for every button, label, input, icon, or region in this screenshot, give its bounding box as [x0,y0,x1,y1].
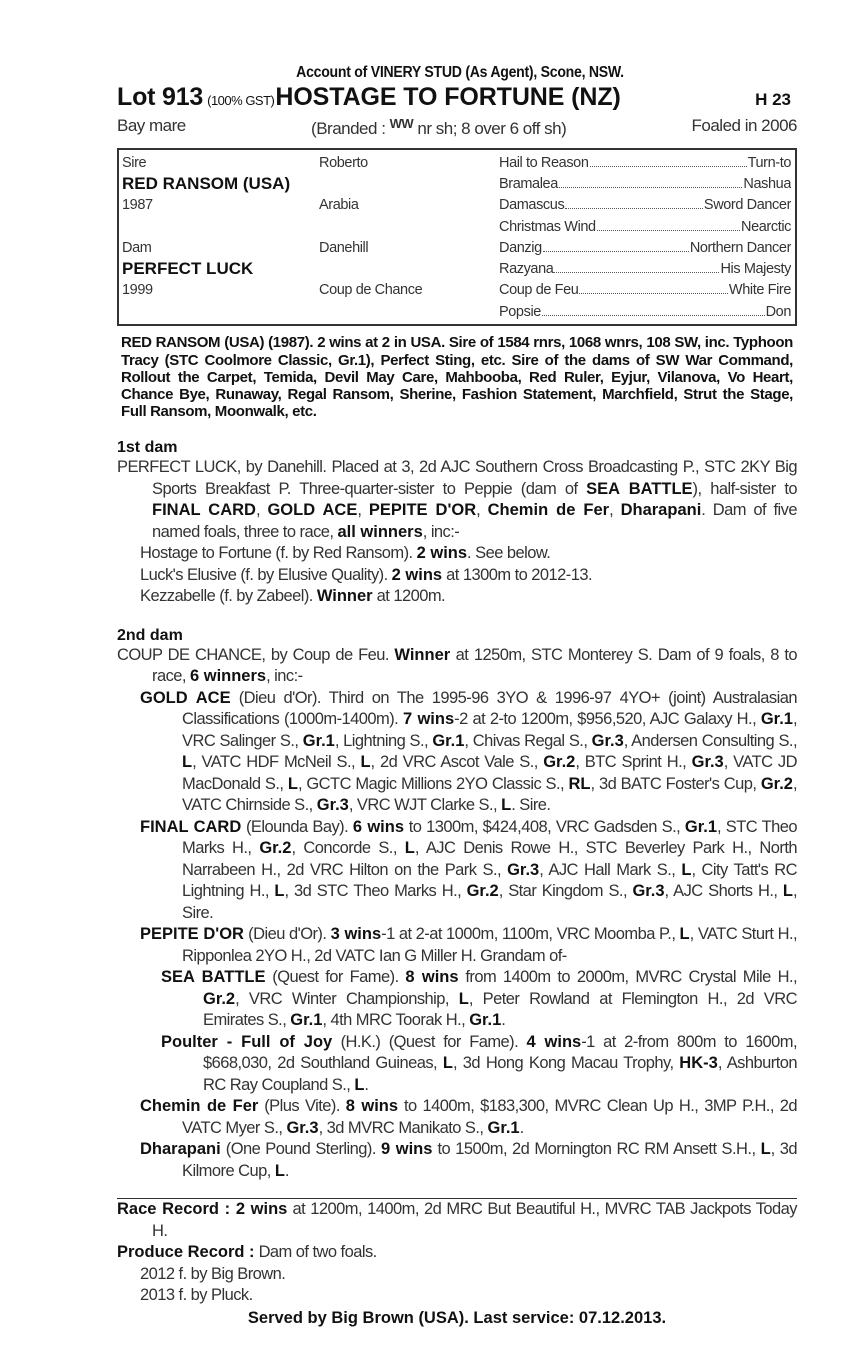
text-run: 2012 f. by Big Brown. [140,1264,286,1283]
bold-text: 6 winners [189,667,267,686]
text-run: , AJC Shorts H., [664,882,783,901]
bold-text: HK-3 [679,1054,718,1073]
bold-text: 2 wins [416,544,468,563]
pedigree-gen4-name: Sword Dancer [703,197,791,214]
paragraph [117,817,797,925]
bold-text: 2 wins [391,565,443,584]
pedigree-gen4-name: Northern Dancer [689,239,791,256]
bold-text: L [760,1140,771,1159]
pedigree-row [122,195,791,216]
pedigree-gen4-name: Don [765,303,791,320]
text-run: Kezzabelle (f. by Zabeel). [140,587,317,606]
bold-text: all winners [337,522,423,541]
first-dam-heading: 1st dam [117,439,178,457]
bold-text: 7 wins [402,710,455,729]
text-run: , [255,501,268,520]
catalogue-page [117,64,797,1328]
bold-text: Race Record : 2 wins [117,1200,288,1219]
bold-text: Winner [316,587,373,606]
text-run: , 4th MRC Toorak H., [322,1011,470,1030]
bold-text: Gr.3 [632,882,665,901]
bold-text: Gr.1 [684,817,718,836]
text-run: 2013 f. by Pluck. [140,1286,253,1305]
pedigree-gen3 [499,304,791,320]
pedigree-table [117,148,797,326]
text-run: to 1500m, 2d Mornington RC RM Ansett S.H., [432,1140,761,1159]
bold-text: L [274,882,285,901]
bold-text: L [404,839,415,858]
text-run: , VATC JD MacDonald S., [182,753,797,793]
text-run: at 1200m. [372,587,446,606]
dotted-leader [542,315,765,316]
text-run: , 3d Hong Kong Macau Trophy, [452,1054,680,1073]
pedigree-row [122,152,791,173]
pedigree-gen3-name: Christmas Wind [499,218,596,235]
text-run: , GCTC Magic Millions 2YO Classic S., [297,774,569,793]
bold-text: Gr.2 [259,839,292,858]
pedigree-gen3-name: Damascus [499,197,565,214]
text-run: (Plus Vite). [258,1097,346,1116]
dotted-leader [597,230,740,231]
text-run: , Peter Rowland at Flemington H., 2d VRC Emirates S., [203,989,797,1030]
bold-text: L [501,796,512,815]
paragraph [117,1199,797,1242]
paragraph [117,543,797,565]
brand-prefix: (Branded : [311,119,390,138]
text-run: (Elounda Bay). [241,817,353,836]
pedigree-gen3-name: Hail to Reason [499,154,589,171]
text-run: , 3d MVRC Manikato S., [318,1118,488,1137]
bold-text: PEPITE D'OR [368,501,477,520]
gst-note: (100% GST) [207,93,275,108]
bold-text: Gr.3 [507,860,540,879]
paragraph [117,1242,797,1264]
second-dam-heading: 2nd dam [117,626,183,644]
bold-text: 8 wins [405,968,459,987]
pedigree-gen2: Danehill [319,239,369,256]
brand-suffix: nr sh; 8 over 6 off sh) [413,119,567,138]
pedigree-row [122,258,791,279]
bold-text: Gr.2 [543,753,576,772]
text-run: , Concorde S., [291,839,405,858]
text-run: , VRC WJT Clarke S., [348,796,502,815]
text-run: to 1400m, $183,300, MVRC Clean Up H., 3MP P.H., 2d VATC Myer S., [182,1097,798,1137]
pedigree-gen1: RED RANSOM (USA) [122,173,291,193]
pedigree-row [122,216,791,237]
bold-text: FINAL CARD [152,501,256,520]
text-run: , Chivas Regal S., [464,731,592,750]
paragraph [117,688,797,817]
pedigree-gen3 [499,219,791,235]
dotted-leader [590,166,747,167]
paragraph [117,1285,797,1307]
text-run: , STC Theo Marks H., [182,817,797,858]
foaled-year: Foaled in 2006 [691,116,797,135]
bold-text: 4 wins [526,1032,582,1051]
bold-text: Gr.3 [691,753,724,772]
dotted-leader [559,187,743,188]
first-dam-section [117,457,797,608]
text-run: PERFECT LUCK, by Danehill. Placed at 3, 2d AJC Southern Cross Broadcasting P., STC 2KY Big Sports Breakfast P. Three-quarter-sister to Peppie (dam of [117,458,797,498]
pedigree-gen3-name: Popsie [499,303,541,320]
pedigree-row [122,237,791,258]
pedigree-gen3-name: Bramalea [499,175,558,192]
bold-text: FINAL CARD [140,817,242,836]
text-run: at 1200m, 1400m, 2d MRC But Beautiful H., MVRC TAB Jackpots Today H. [152,1200,797,1240]
bold-text: L [681,860,692,879]
bold-text: Dharapani [140,1140,221,1159]
bold-text: Gr.2 [466,882,499,901]
text-run: , [357,501,369,520]
lot-title [117,83,797,112]
text-run: (Quest for Fame). [265,968,406,987]
text-run: at 1300m to 2012-13. [442,565,593,584]
pedigree-gen4-name: White Fire [728,282,791,299]
pedigree-gen3 [499,197,791,213]
text-run: , Star Kingdom S., [498,882,633,901]
pedigree-gen2: Coup de Chance [319,282,423,299]
bold-text: Gr.2 [760,774,793,793]
text-run: , VRC Winter Championship, [235,989,459,1008]
text-run: , VATC Chirnside S., [182,774,797,815]
text-run: . [364,1075,369,1094]
bold-text: PEPITE D'OR [140,925,244,944]
bold-text: L [354,1075,365,1094]
pedigree-gen4-name: Nashua [743,175,791,192]
text-run: (Dieu d'Or). Third on The 1995-96 3YO & 1996-97 4YO+ (joint) Australasian Classifications (1000m-1400m). [182,688,797,729]
bold-text: L [679,925,690,944]
bold-text: Gr.1 [469,1011,502,1030]
brand-mark-icon: WW [389,116,414,131]
text-run: , inc:- [266,667,303,686]
text-run: , inc:- [422,522,460,541]
paragraph [117,1264,797,1286]
paragraph [117,457,797,543]
second-dam-section [117,645,797,1183]
pedigree-gen1: Sire [122,154,147,171]
paragraph [117,967,797,1032]
text-run: , AJC Hall Mark S., [539,860,682,879]
sire-summary: RED RANSOM (USA) (1987). 2 wins at 2 in USA. Sire of 1584 rnrs, 1068 wnrs, 108 SW, inc. Typhoon Tracy (STC Coolmore Classic, Gr.1), Perfect Sting, etc. Sire of the dams of SW War Command, Rollout the Carpet, Temida, Devil May Care, Mahbooba, Red Ruler, Eyjur, Vilanova, Vo Heart, Chance Bye, Runaway, Regal Ransom, Sherine, Fashion Statement, Marchfield, Strut the Stage, Full Ransom, Moonwalk, etc. [121,334,793,421]
lot-number: Lot 913 [117,83,204,111]
text-run: , [476,501,488,520]
text-run: ), half-sister to [692,479,797,498]
text-run: , VATC HDF McNeil S., [192,753,361,772]
text-run: . [501,1011,506,1030]
bold-text: Gr.1 [302,731,335,750]
dotted-leader [565,208,703,209]
text-run: , AJC Denis Rowe H., STC Beverley Park H., North Narrabeen H., 2d VRC Hilton on the Park S., [182,839,797,879]
bold-text: Winner [394,645,451,664]
text-run: , Lightning S., [334,731,433,750]
text-run: at 1250m, STC Monterey S. Dam of 9 foals, 8 to race, [152,645,798,686]
pedigree-gen3-name: Razyana [499,261,554,278]
text-run: . [519,1118,524,1137]
pedigree-row [122,280,791,301]
text-run: -2 at 2-to 1200m, $956,520, AJC Galaxy H., [454,710,761,729]
pedigree-row [122,301,791,322]
bold-text: RL [568,774,591,793]
pedigree-gen1: Dam [122,239,152,256]
pedigree-gen1: 1999 [122,282,153,299]
bold-text: Gr.1 [432,731,465,750]
paragraph [117,1032,797,1097]
pedigree-gen3-name: Danzig [499,239,542,256]
bold-text: L [458,989,469,1008]
text-run: Luck's Elusive (f. by Elusive Quality). [140,565,392,584]
paragraph [117,1139,797,1182]
bold-text: Gr.1 [290,1011,323,1030]
bold-text: Gr.3 [316,796,349,815]
bold-text: SEA BATTLE [161,968,266,987]
dotted-leader [579,293,727,294]
pedigree-gen4-name: Nearctic [741,218,791,235]
paragraph [117,1096,797,1139]
pedigree-gen1: 1987 [122,197,153,214]
text-run: , 3d Kilmore Cup, [182,1140,798,1180]
pedigree-gen3 [499,155,791,171]
bold-text: Chemin de Fer [140,1097,259,1116]
pedigree-gen3 [499,282,791,298]
pedigree-gen2: Arabia [319,197,359,214]
pedigree-gen4-name: Turn-to [747,154,791,171]
text-run: , Sire. [182,882,797,922]
pedigree-gen3-name: Coup de Feu [499,282,579,299]
text-run: (One Pound Sterling). [220,1140,381,1159]
text-run: . Dam of five named foals, three to race, [152,501,798,541]
text-run: , BTC Sprint H., [575,753,692,772]
bold-text: SEA BATTLE [586,479,693,498]
pedigree-gen3 [499,261,791,277]
pedigree-row [122,173,791,194]
text-run: (H.K.) (Quest for Fame). [332,1032,527,1051]
bold-text: Chemin de Fer [487,501,610,520]
bold-text: L [287,774,298,793]
dotted-leader [554,272,719,273]
bold-text: Dharapani [620,501,702,520]
text-run: , Ashburton RC Ray Coupland S., [203,1054,797,1094]
text-run: , City Tatt's RC Lightning H., [182,860,798,901]
bold-text: Gr.2 [203,989,236,1008]
text-run: from 1400m to 2000m, MVRC Crystal Mile H., [458,968,798,987]
horse-description [117,116,797,139]
vendor-account: Account of VINERY STUD (As Agent), Scone, NSW. [296,64,624,81]
text-run: Dam of two foals. [254,1243,377,1262]
bold-text: Gr.1 [760,710,793,729]
text-run: -1 at 2-from 800m to 1600m, $668,030, 2d Southland Guineas, [203,1032,797,1073]
text-run: , VATC Sturt H., Ripponlea 2YO H., 2d VATC Ian G Miller H. Grandam of- [182,925,798,965]
bold-text: Produce Record : [117,1243,255,1262]
paragraph [117,565,797,587]
bold-text: L [360,753,371,772]
text-run: , 3d BATC Foster's Cup, [590,774,761,793]
text-run: Hostage to Fortune (f. by Red Ransom). [140,544,417,563]
bold-text: L [182,753,193,772]
text-run: , VRC Salinger S., [182,710,797,750]
pedigree-gen2: Roberto [319,154,368,171]
bold-text: GOLD ACE [140,688,231,707]
pedigree-gen4-name: His Majesty [720,261,791,278]
text-run: to 1300m, $424,408, VRC Gadsden S., [404,817,685,836]
pedigree-gen1: PERFECT LUCK [122,259,254,279]
text-run: , Andersen Consulting S., [623,731,797,750]
horse-name: HOSTAGE TO FORTUNE (NZ) [275,83,621,111]
bold-text: 3 wins [330,925,382,944]
text-run: . See below. [467,544,551,563]
text-run: , 3d STC Theo Marks H., [284,882,467,901]
text-run: , [609,501,621,520]
paragraph [117,645,797,688]
bold-text: 8 wins [345,1097,399,1116]
text-run: (Dieu d'Or). [243,925,331,944]
text-run: , 2d VRC Ascot Vale S., [370,753,544,772]
bold-text: 9 wins [380,1140,433,1159]
hip-number: H 23 [755,90,791,109]
bold-text: GOLD ACE [267,501,358,520]
bold-text: 6 wins [352,817,405,836]
dotted-leader [543,251,689,252]
bold-text: L [782,882,793,901]
bold-text: Gr.3 [286,1118,319,1137]
records-section [117,1199,797,1307]
paragraph [117,924,797,967]
bold-text: L [274,1161,285,1180]
bold-text: Poulter - Full of Joy [161,1032,333,1051]
bold-text: Gr.1 [487,1118,520,1137]
text-run: . [284,1161,289,1180]
bold-text: L [442,1054,453,1073]
brand-info [311,116,566,139]
colour-sex: Bay mare [117,116,186,135]
bold-text: Gr.3 [591,731,624,750]
text-run: -1 at 2-at 1000m, 1100m, VRC Moomba P., [381,925,680,944]
text-run: . Sire. [511,796,551,815]
text-run: COUP DE CHANCE, by Coup de Feu. [117,645,395,664]
pedigree-gen3 [499,240,791,256]
pedigree-gen3 [499,176,791,192]
served-note: Served by Big Brown (USA). Last service: 07.12.2013. [247,1308,667,1327]
paragraph [117,586,797,608]
